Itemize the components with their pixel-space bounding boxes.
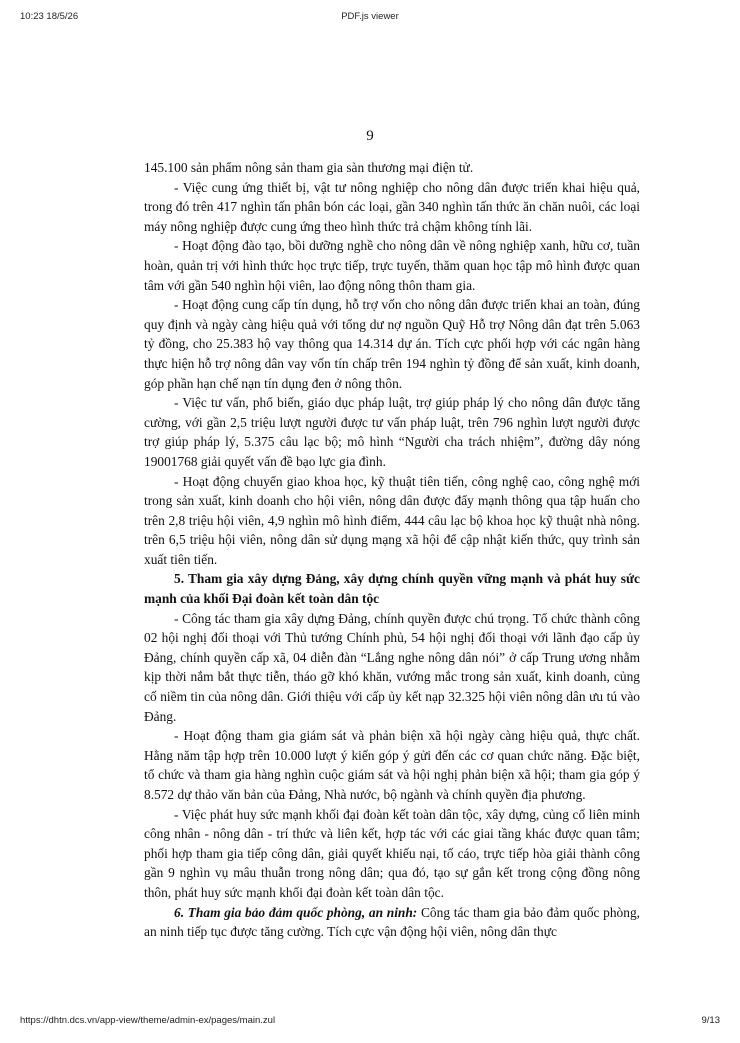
page-number: 9 [366,128,374,144]
print-page-indicator: 9/13 [701,1015,720,1026]
paragraph-supervision: - Hoạt động tham gia giám sát và phản biện xã hội ngày càng hiệu quả, thực chất. Hằng năm tập hợp trên 10.000 lượt ý kiến góp ý gửi đến các cơ quan chức năng. Đặc biệt, tổ chức và tham gia hàng nghìn cuộc giám sát và hội nghị phản biện xã hội; tham gia góp ý 8.572 dự thảo văn bản của Đảng, Nhà nước, bộ ngành và chính quyền địa phương. [144,728,640,802]
print-header [0,0,740,22]
section-6-paragraph [144,903,640,942]
section-6-heading: 6. Tham gia bảo đảm quốc phòng, an ninh: [174,904,418,920]
paragraph-party-building: - Công tác tham gia xây dựng Đảng, chính quyền được chú trọng. Tổ chức thành công 02 hội nghị đối thoại với Thủ tướng Chính phủ, 54 hội nghị đối thoại với lãnh đạo cấp ủy Đảng, chính quyền cấp xã, 04 diễn đàn “Lắng nghe nông dân nói” ở cấp Trung ương nhằm kịp thời nắm bắt thực tiễn, tháo gỡ khó khăn, vướng mắc trong sản xuất, kinh doanh, củng cố niềm tin của nông dân. Giới thiệu với cấp ủy kết nạp 32.325 hội viên nông dân ưu tú vào Đảng. [144,610,640,724]
paragraph-supply: - Việc cung ứng thiết bị, vật tư nông nghiệp cho nông dân được triển khai hiệu quả, trong đó trên 417 nghìn tấn phân bón các loại, gần 340 nghìn tấn thức ăn chăn nuôi, các loại máy nông nghiệp được cung ứng theo hình thức trả chậm không tính lãi. [144,179,640,234]
paragraph-continuation: 145.100 sản phẩm nông sản tham gia sàn thương mại điện tử. [144,160,474,175]
print-footer [0,1008,740,1032]
paragraph-training: - Hoạt động đào tạo, bồi dưỡng nghề cho nông dân về nông nghiệp xanh, hữu cơ, tuần hoàn, quản trị với hình thức học trực tiếp, trực tuyến, thăm quan học tập mô hình được quan tâm với gần 540 nghìn hội viên, lao động nông thôn tham gia. [144,238,640,293]
print-page-title: PDF.js viewer [341,11,399,22]
document-body [144,158,640,942]
paragraph-technology: - Hoạt động chuyển giao khoa học, kỹ thuật tiên tiến, công nghệ cao, công nghệ mới trong sản xuất, kinh doanh cho hội viên, nông dân được đẩy mạnh thông qua tập huấn cho trên 2,8 triệu hội viên, 4,9 nghìn mô hình điểm, 444 câu lạc bộ khoa học kỹ thuật nhà nông. trên 6,5 triệu hội viên, nông dân sử dụng mạng xã hội để cập nhật kiến thức, quy trình sản xuất tiên tiến. [144,473,640,567]
print-url: https://dhtn.dcs.vn/app-view/theme/admin-ex/pages/main.zul [20,1015,276,1026]
paragraph-credit: - Hoạt động cung cấp tín dụng, hỗ trợ vốn cho nông dân được triển khai an toàn, đúng quy định và ngày càng hiệu quả với tổng dư nợ nguồn Quỹ Hỗ trợ Nông dân đạt trên 5.063 tỷ đồng, cho 25.383 hộ vay thông qua 14.314 dự án. Tích cực phối hợp với các ngân hàng thực hiện hỗ trợ nông dân vay vốn tín chấp trên 194 nghìn tỷ đồng để sản xuất, kinh doanh, góp phần hạn chế nạn tín dụng đen ở nông thôn. [144,297,640,391]
print-timestamp: 10:23 18/5/26 [20,11,79,22]
section-5-heading: 5. Tham gia xây dựng Đảng, xây dựng chính quyền vững mạnh và phát huy sức mạnh của khối Đại đoàn kết toàn dân tộc [144,571,640,607]
paragraph-unity: - Việc phát huy sức mạnh khối đại đoàn kết toàn dân tộc, xây dựng, củng cố liên minh công nhân - nông dân - trí thức và liên kết, hợp tác với các giai tầng khác được quan tâm; phối hợp tham gia tiếp công dân, giải quyết khiếu nại, tố cáo, trực tiếp hòa giải thành công gần 9 nghìn vụ mâu thuẫn trong nông dân; qua đó, tạo sự gắn kết trong cộng đồng nông thôn, phát huy sức mạnh khối đại đoàn kết toàn dân tộc. [144,806,640,900]
paragraph-legal: - Việc tư vấn, phổ biến, giáo dục pháp luật, trợ giúp pháp lý cho nông dân được tăng cường, với gần 2,5 triệu lượt người được tư vấn pháp luật, trên 796 nghìn lượt người được trợ giúp pháp lý, 5.375 câu lạc bộ; mô hình “Người cha trách nhiệm”, đường dây nóng 19001768 giải quyết vấn đề bạo lực gia đình. [144,395,640,469]
section-6-text: Công tác tham gia bảo đảm quốc phòng, an ninh tiếp tục được tăng cường. Tích cực vận động hội viên, nông dân thực [144,904,640,940]
